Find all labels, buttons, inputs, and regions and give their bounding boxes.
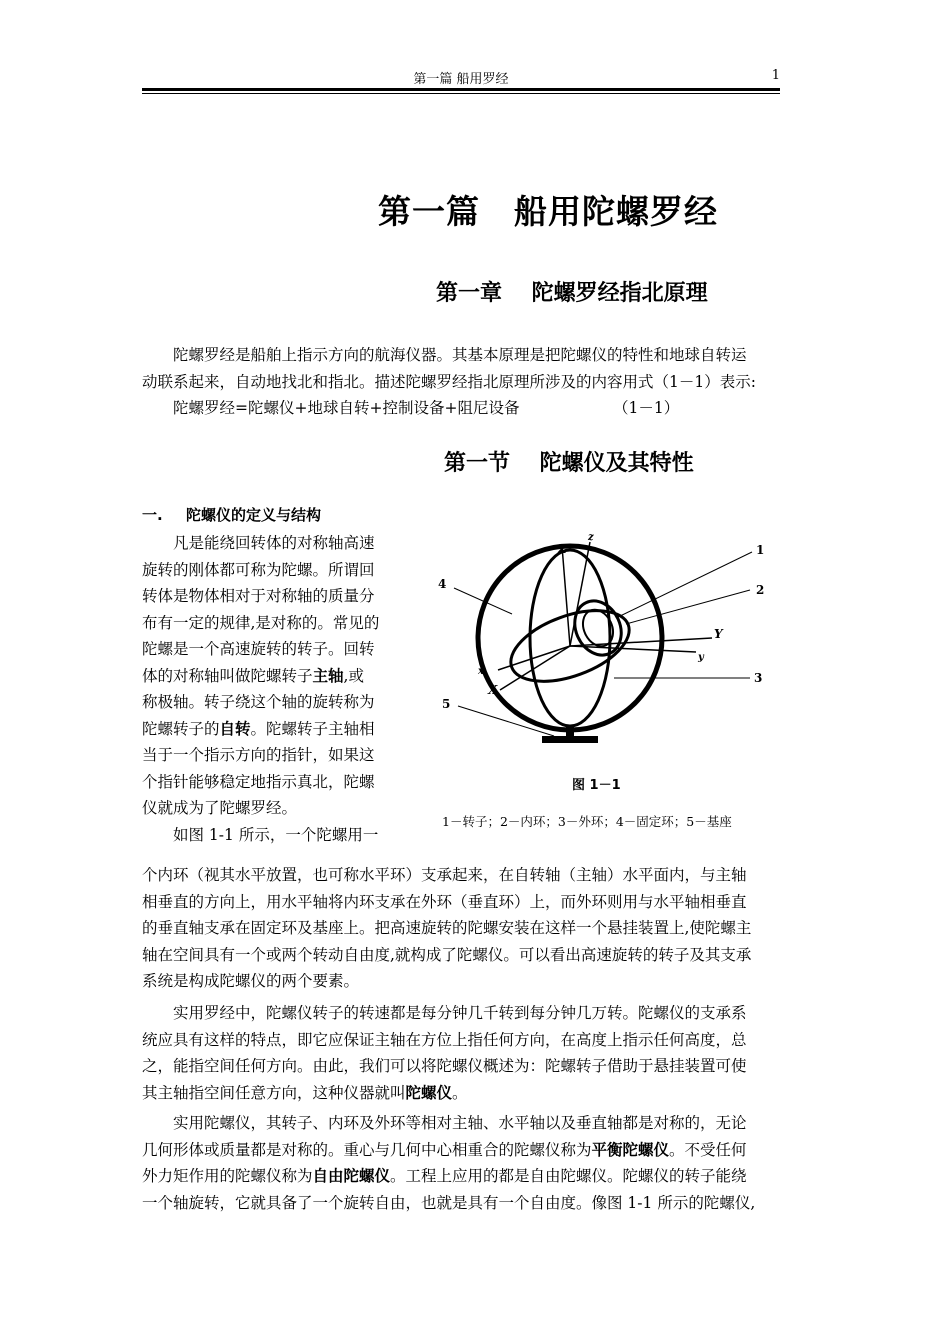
subsection-title: 陀螺仪的定义与结构 [186,506,322,524]
page-number: 1 [771,68,780,83]
para-line: 统应具有这样的特点，即它应保证主轴在方位上指任何方向，在高度上指示任何高度，总 [142,1030,747,1049]
para-line: 一个轴旋转，它就具备了一个旋转自由，也就是具有一个自由度。像图 1-1 所示的陀螺仪, [142,1193,756,1212]
label-X: X [488,683,498,697]
gyroscope-figure [430,528,780,778]
para-text-run: 外力矩作用的陀螺仪称为 [142,1167,313,1185]
rotor [566,593,630,662]
formula [173,396,680,418]
axis-x [498,646,570,670]
para-text-run: 。 [452,1083,468,1102]
formula-number: （1－1） [613,399,680,417]
side-line: 凡是能绕回转体的对称轴高速 [173,534,375,552]
para-line: 相垂直的方向上，用水平轴将内环支承在外环（垂直环）上，而外环则用与水平轴相垂直 [142,892,747,911]
term-gyroscope: 陀螺仪 [405,1083,453,1102]
intro-paragraph [142,342,798,395]
chapter-title: 第一章 陀螺罗经指北原理 [436,281,708,306]
side-text-run: 陀螺转子的 [142,719,220,738]
side-text-run: ,或 [343,666,364,685]
term-spin: 自转 [219,719,251,738]
subsection-heading [142,504,321,525]
side-text-run: 。陀螺转子主轴相 [250,719,375,738]
para-line: 实用陀螺仪，其转子、内环及外环等相对主轴、水平轴以及垂直轴都是对称的，无论 [173,1114,747,1132]
side-line: 个指针能够稳定地指示真北，陀螺 [142,772,375,791]
side-line: 称极轴。转子绕这个轴的旋转称为 [142,693,375,711]
label-5: 5 [442,697,451,711]
label-y: y [698,652,704,663]
term-main-axis: 主轴 [312,666,344,685]
label-4: 4 [438,577,447,591]
side-line: 仪就成为了陀螺罗经。 [142,799,298,817]
subsection-number: 一. [142,506,163,524]
paragraph-1 [142,862,798,995]
label-2: 2 [756,583,765,597]
side-line: 陀螺是一个高速旋转的转子。回转 [142,640,375,658]
side-line [142,663,396,690]
para-text-run: 。不受任何 [669,1140,747,1159]
label-Y: Y [714,627,723,641]
para-line [142,1163,798,1190]
para-line: 之，能指空间任何方向。由此，我们可以将陀螺仪概述为：陀螺转子借助于悬挂装置可使 [142,1057,747,1075]
header-rule-thin [142,93,780,94]
side-line: 当于一个指示方向的指针，如果这 [142,746,375,764]
side-text [142,530,396,848]
intro-line: 动联系起来，自动地找北和指北。描述陀螺罗经指北原理所涉及的内容用式（1－1）表示: [142,372,756,391]
para-line [142,1137,798,1164]
term-balanced-gyro: 平衡陀螺仪 [591,1140,670,1159]
label-1: 1 [756,543,765,557]
header-rule-thick [142,88,780,91]
para-text-run: 。工程上应用的都是自由陀螺仪。陀螺仪的转子能绕 [390,1167,747,1185]
axis-Z [562,546,570,646]
figure-caption: 图 1－1 [572,778,621,793]
paragraph-3 [142,1110,798,1216]
para-text-run: 几何形体或质量都是对称的。重心与几何中心相重合的陀螺仪称为 [142,1140,592,1159]
side-line: 转体是物体相对于对称轴的质量分 [142,587,375,605]
formula-text: 陀螺罗经=陀螺仪+地球自转+控制设备+阻尼设备 [173,399,520,417]
term-free-gyro: 自由陀螺仪 [312,1167,391,1185]
side-line: 布有一定的规律,是对称的。常见的 [142,613,380,632]
section-title: 第一节 陀螺仪及其特性 [444,450,694,476]
label-x: x [478,666,484,677]
para-line: 的垂直轴支承在固定环及基座上。把高速旋转的陀螺安装在这样一个悬挂装置上,使陀螺主 [142,919,752,937]
header-title: 第一篇 船用罗经 [413,72,509,87]
label-z: z [588,532,594,543]
intro-line: 陀螺罗经是船舶上指示方向的航海仪器。其基本原理是把陀螺仪的特性和地球自转运 [173,346,747,364]
para-line [142,1080,798,1107]
para-line: 个内环（视其水平放置，也可称水平环）支承起来，在自转轴（主轴）水平面内，与主轴 [142,866,747,884]
para-line: 实用罗经中，陀螺仪转子的转速都是每分钟几千转到每分钟几万转。陀螺仪的支承系 [173,1004,747,1022]
axis-z [570,542,590,646]
side-line [142,716,396,743]
side-line: 旋转的刚体都可称为陀螺。所谓回 [142,560,375,579]
side-line: 如图 1-1 所示，一个陀螺用一 [173,825,379,844]
label-3: 3 [754,671,763,685]
base [542,736,598,743]
paragraph-2 [142,1000,798,1106]
para-text-run: 其主轴指空间任意方向，这种仪器就叫 [142,1083,406,1102]
para-line: 轴在空间具有一个或两个转动自由度,就构成了陀螺仪。可以看出高速旋转的转子及其支承 [142,945,752,964]
part-title: 第一篇 船用陀螺罗经 [378,192,718,231]
side-text-run: 体的对称轴叫做陀螺转子 [142,666,313,685]
label-Z: Z [558,542,567,556]
para-line: 系统是构成陀螺仪的两个要素。 [142,972,360,990]
figure-legend: 1－转子；2－内环；3－外环；4－固定环；5－基座 [442,814,732,829]
